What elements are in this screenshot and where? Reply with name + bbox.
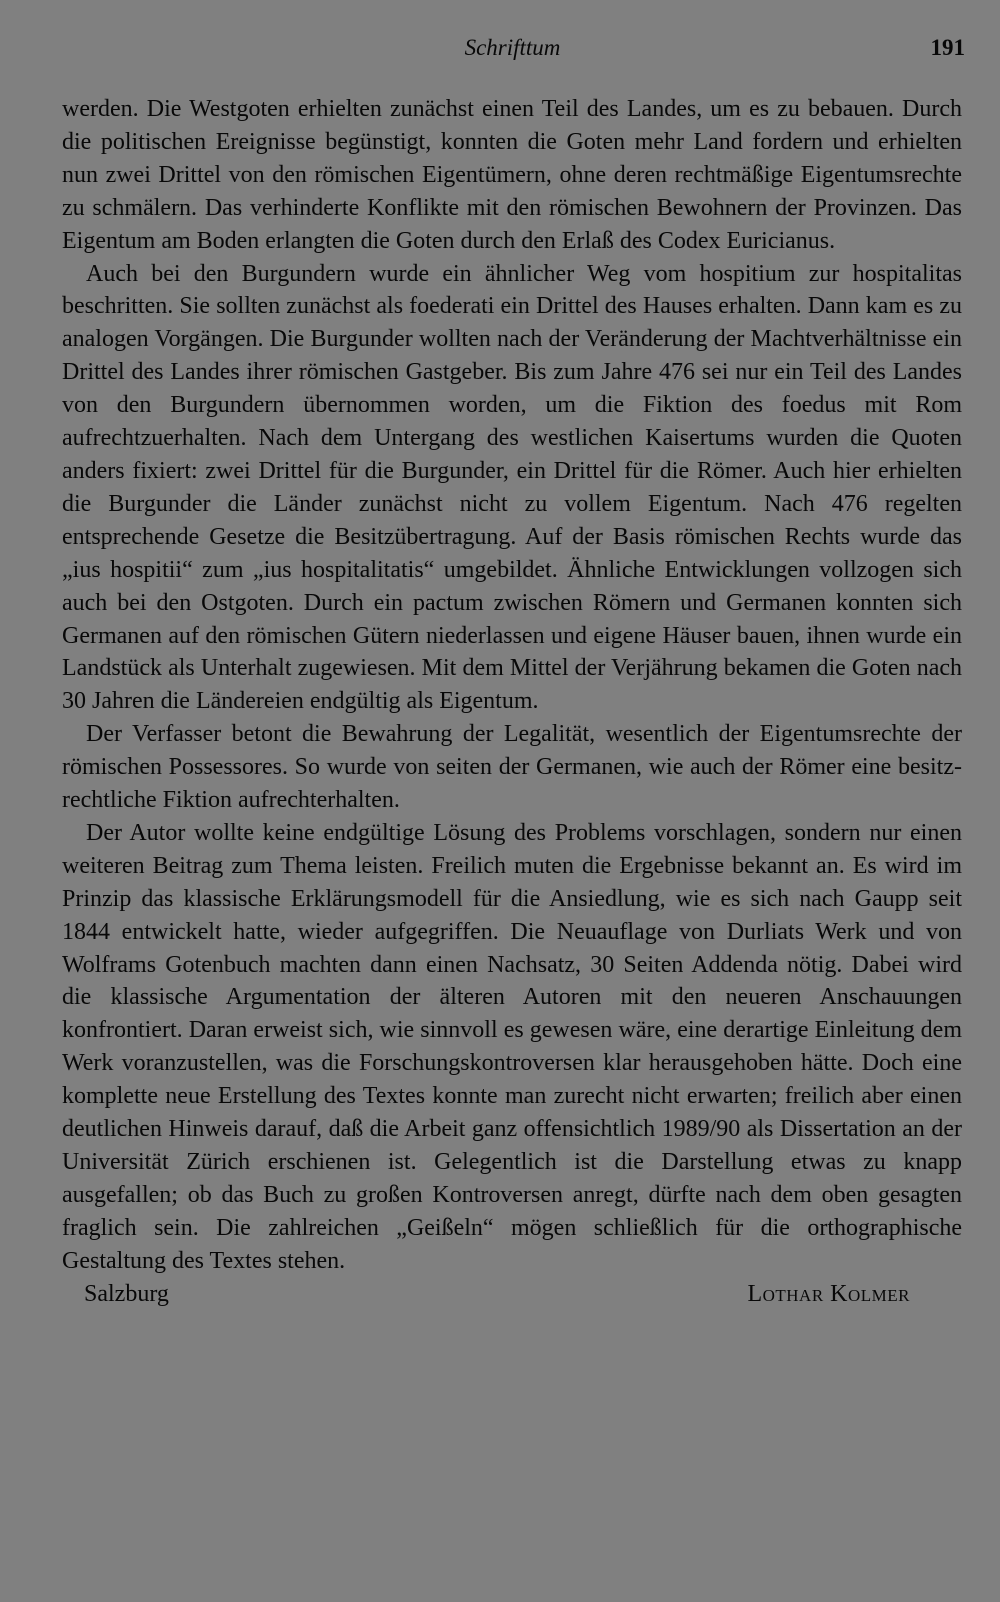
paragraph-2: Auch bei den Burgundern wurde ein ähnlicher Weg vom hospitium zur hospitalitas beschritten. Sie sollten zunächst als foederati ein Drittel des Hauses erhalten. Dann kam es zu analogen Vorgängen. Die Burgunder wollten nach der Veränderung der Machtverhältnisse ein Drittel des Landes ihrer römischen Gastgeber. Bis zum Jahre 476 sei nur ein Teil des Landes von den Burgundern übernommen worden, um die Fiktion des foedus mit Rom aufrechtzuerhalten. Nach dem Untergang des westlichen Kaisertums wurden die Quoten anders fixiert: zwei Drittel für die Burgunder, ein Drittel für die Römer. Auch hier erhielten die Burgunder die Länder zunächst nicht zu vollem Eigentum. Nach 476 regelten entsprechende Gesetze die Besitzübertragung. Auf der Basis römischen Rechts wurde das „ius hospitii“ zum „ius hospitalitatis“ umgebildet. Ähnliche Entwicklungen vollzogen sich auch bei den Ostgoten. Durch ein pactum zwischen Römern und Germanen konnten sich Germanen auf den römischen Gütern niederlassen und eigene Häuser bauen, ihnen wurde ein Landstück als Unterhalt zugewiesen. Mit dem Mittel der Verjährung bekamen die Goten nach 30 Jahren die Ländereien endgültig als Eigentum. [62,260,962,715]
running-head [60,28,965,68]
signature-author: Lothar Kolmer [747,1280,910,1307]
body-text [62,93,962,1311]
signature-line [62,1278,962,1311]
paragraph-1: werden. Die Westgoten erhielten zunächst einen Teil des Landes, um es zu bebauen. Durch die politischen Ereignisse begünstigt, konnten die Goten mehr Land fordern und erhielten nun zwei Drittel von den römischen Eigentümern, ohne deren rechtmäßige Eigentumsrechte zu schmälern. Das verhinderte Konflikte mit den römischen Bewohnern der Provinzen. Das Eigentum am Boden erlangten die Goten durch den Erlaß des Codex Euricianus. [62,96,962,254]
running-title: Schrifttum [464,35,561,60]
paragraph-4: Der Autor wollte keine endgültige Lösung des Problems vorschlagen, sondern nur einen weiteren Beitrag zum Thema leisten. Freilich muten die Ergebnisse bekannt an. Es wird im Prinzip das klassische Erklärungsmodell für die Ansiedlung, wie es sich nach Gaupp seit 1844 entwickelt hatte, wieder aufgegriffen. Die Neuauflage von Durliats Werk und von Wolframs Gotenbuch machten dann einen Nachsatz, 30 Seiten Addenda nötig. Dabei wird die klassische Argumentation der älteren Autoren mit den neueren Anschauungen konfrontiert. Daran erweist sich, wie sinnvoll es gewesen wäre, eine derartige Einleitung dem Werk voranzustellen, was die Forschungskontroversen klar herausgehoben hätte. Doch eine komplette neue Erstellung des Textes konnte man zurecht nicht erwarten; freilich aber einen deutlichen Hinweis darauf, daß die Arbeit ganz offensichtlich 1989/90 als Dissertation an der Universität Zürich erschienen ist. Gelegentlich ist die Darstellung etwas zu knapp ausgefallen; ob das Buch zu großen Kontroversen anregt, dürfte nach dem oben gesagten fraglich sein. Die zahlreichen „Geißeln“ mögen schließlich für die orthographische Gestaltung des Textes stehen. [62,819,962,1274]
page-number: 191 [930,35,965,60]
signature-place: Salzburg [84,1280,169,1307]
paragraph-3: Der Verfasser betont die Bewahrung der Legalität, wesentlich der Eigentumsrechte der römischen Possessores. So wurde von seiten der Germanen, wie auch der Römer eine besitz-rechtliche Fiktion aufrechterhalten. [62,721,962,814]
